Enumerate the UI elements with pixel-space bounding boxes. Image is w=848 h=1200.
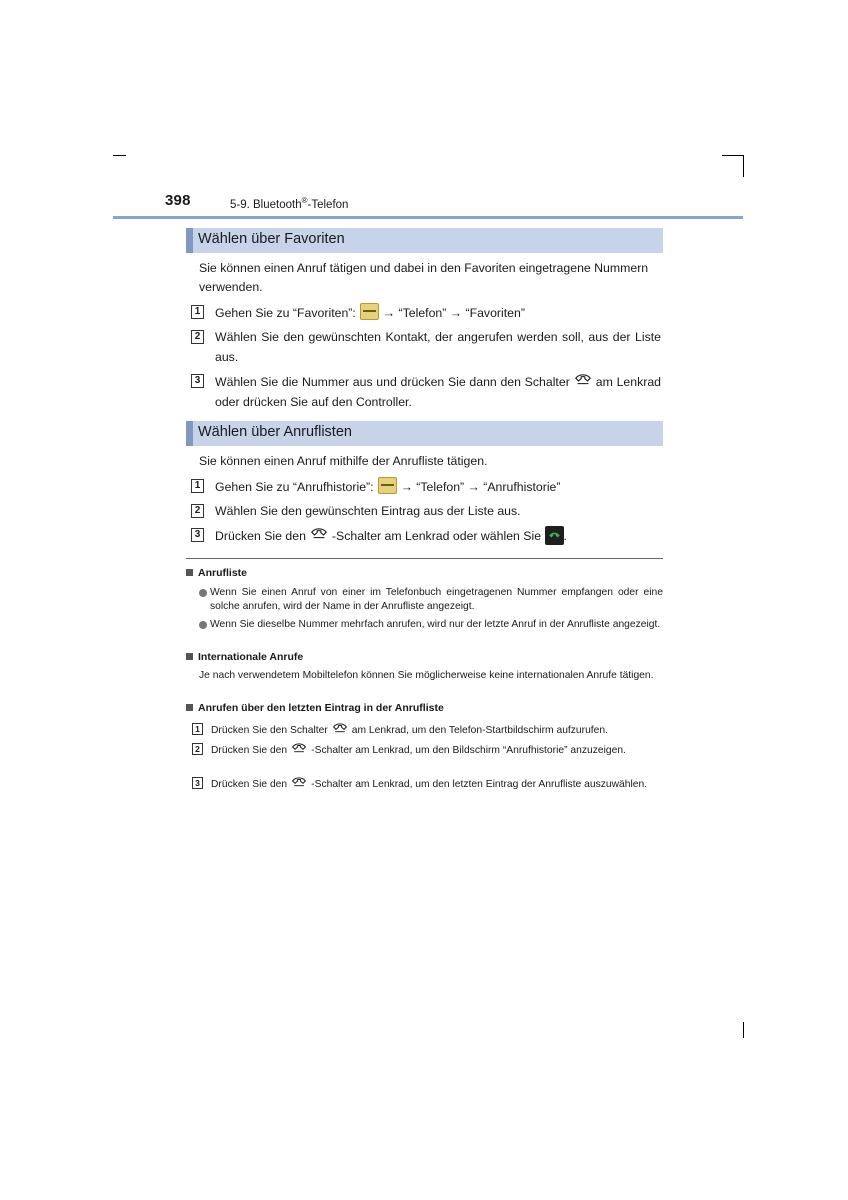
- round-bullet-icon: [199, 621, 207, 629]
- step-3: [191, 526, 661, 548]
- chapter-suffix: -Telefon: [307, 198, 349, 211]
- step-number: 1: [192, 723, 203, 735]
- note-heading-international: [186, 651, 303, 663]
- note-heading-last-entry: [186, 702, 444, 714]
- step-text: [215, 303, 661, 324]
- step-number: 2: [191, 504, 204, 518]
- step-text-post: am Lenkrad, um den Telefon-Startbildschirm aufzurufen.: [351, 725, 608, 736]
- phone-handset-icon: [332, 722, 348, 735]
- step-2: [191, 328, 661, 368]
- step-number: 3: [191, 374, 204, 388]
- step-number: 3: [191, 528, 204, 542]
- step-1: [191, 303, 661, 323]
- note-heading-anrufliste: [186, 567, 247, 579]
- page-number: 398: [165, 192, 191, 209]
- step-text-pre: Drücken Sie den Schalter: [211, 725, 328, 736]
- section-heading-text: Wählen über Favoriten: [198, 231, 345, 247]
- section-heading-favorites: [186, 228, 663, 253]
- step-text: [215, 372, 661, 412]
- phone-handset-icon: [310, 526, 328, 542]
- step-text-post: -Schalter am Lenkrad, um den Bildschirm “Anrufhistorie” anzuzeigen.: [311, 745, 626, 756]
- square-bullet-icon: [186, 704, 193, 711]
- step-number: 1: [191, 479, 204, 493]
- section-intro: Sie können einen Anruf mithilfe der Anrufliste tätigen.: [199, 454, 488, 468]
- note-bullet-text: Wenn Sie einen Anruf von einer im Telefonbuch eingetragenen Nummer empfangen oder eine solche anrufen, wird der Name in der Anrufliste angezeigt.: [210, 587, 663, 612]
- step-text-pre: Drücken Sie den: [211, 745, 288, 756]
- step-text: [211, 742, 663, 758]
- step-text: Wählen Sie den gewünschten Eintrag aus der Liste aus.: [215, 504, 521, 518]
- section-heading-text: Wählen über Anruflisten: [198, 424, 352, 440]
- section-intro: Sie können einen Anruf tätigen und dabei in den Favoriten eingetragene Nummern verwenden.: [199, 261, 649, 294]
- step-3: [191, 372, 661, 412]
- step-text: [211, 722, 663, 738]
- crop-mark-top-right-v: [743, 155, 744, 177]
- note-heading-text: Anrufen über den letzten Eintrag in der Anrufliste: [198, 702, 444, 714]
- step-text-pre: Drücken Sie den: [211, 779, 288, 790]
- step-number: 1: [191, 305, 204, 319]
- green-call-button-icon: [545, 526, 564, 545]
- step-text: [215, 477, 661, 498]
- crop-mark-bottom-right: [743, 1022, 744, 1038]
- step-number: 3: [192, 777, 203, 789]
- round-bullet-icon: [199, 589, 207, 597]
- note-bullet-text: Wenn Sie dieselbe Nummer mehrfach anrufen, wird nur der letzte Anruf in der Anrufliste angezeigt.: [210, 619, 661, 630]
- step-text-post: am Lenkrad oder drücken Sie auf den Controller.: [215, 375, 662, 409]
- crop-mark-top-right-h: [722, 155, 744, 156]
- crop-mark-top-left: [113, 155, 126, 156]
- step-2: [191, 502, 661, 522]
- step-text-post: -Schalter am Lenkrad, um den letzten Eintrag der Anrufliste auszuwählen.: [311, 779, 648, 790]
- step-text: [215, 526, 661, 547]
- step-text-pre: Drücken Sie den: [215, 529, 306, 543]
- note-text: Je nach verwendetem Mobiltelefon können Sie möglicherweise keine internationalen Anrufe tätigen.: [199, 670, 654, 681]
- phone-handset-icon: [291, 776, 307, 789]
- step-text-pre: Wählen Sie die Nummer aus und drücken Sie dann den Schalter: [215, 375, 570, 389]
- sub-step-3: [192, 776, 663, 804]
- menu-button-icon: [378, 477, 397, 494]
- step-text: [211, 776, 663, 792]
- phone-handset-icon: [291, 742, 307, 755]
- note-heading-text: Anrufliste: [198, 567, 248, 579]
- step-number: 2: [191, 330, 204, 344]
- step-text-mid: -Schalter am Lenkrad oder wählen Sie: [331, 529, 542, 543]
- menu-button-icon: [360, 303, 379, 320]
- note-bullet: [199, 586, 663, 614]
- phone-handset-icon: [574, 372, 592, 388]
- sub-step-1: [192, 722, 663, 738]
- step-1: [191, 477, 661, 497]
- step-number: 2: [192, 743, 203, 755]
- section-heading-call-lists: [186, 421, 663, 446]
- square-bullet-icon: [186, 653, 193, 660]
- step-text-post: → “Telefon” → “Favoriten”: [382, 306, 525, 320]
- step-text-pre: Gehen Sie zu “Anrufhistorie”:: [215, 480, 374, 494]
- step-text-post: .: [563, 529, 567, 543]
- registered-mark: ®: [301, 196, 308, 205]
- section-divider: [186, 558, 663, 559]
- chapter-prefix: 5-9. Bluetooth: [230, 198, 302, 211]
- square-bullet-icon: [186, 569, 193, 576]
- step-text: Wählen Sie den gewünschten Kontakt, der angerufen werden soll, aus der Liste aus.: [215, 330, 661, 364]
- note-heading-text: Internationale Anrufe: [198, 651, 304, 663]
- chapter-title: [230, 196, 348, 211]
- header-rule: [113, 216, 743, 219]
- sub-step-2: [192, 742, 663, 770]
- note-bullet: [199, 618, 663, 646]
- step-text-pre: Gehen Sie zu “Favoriten”:: [215, 306, 356, 320]
- step-text-post: → “Telefon” → “Anrufhistorie”: [400, 480, 561, 494]
